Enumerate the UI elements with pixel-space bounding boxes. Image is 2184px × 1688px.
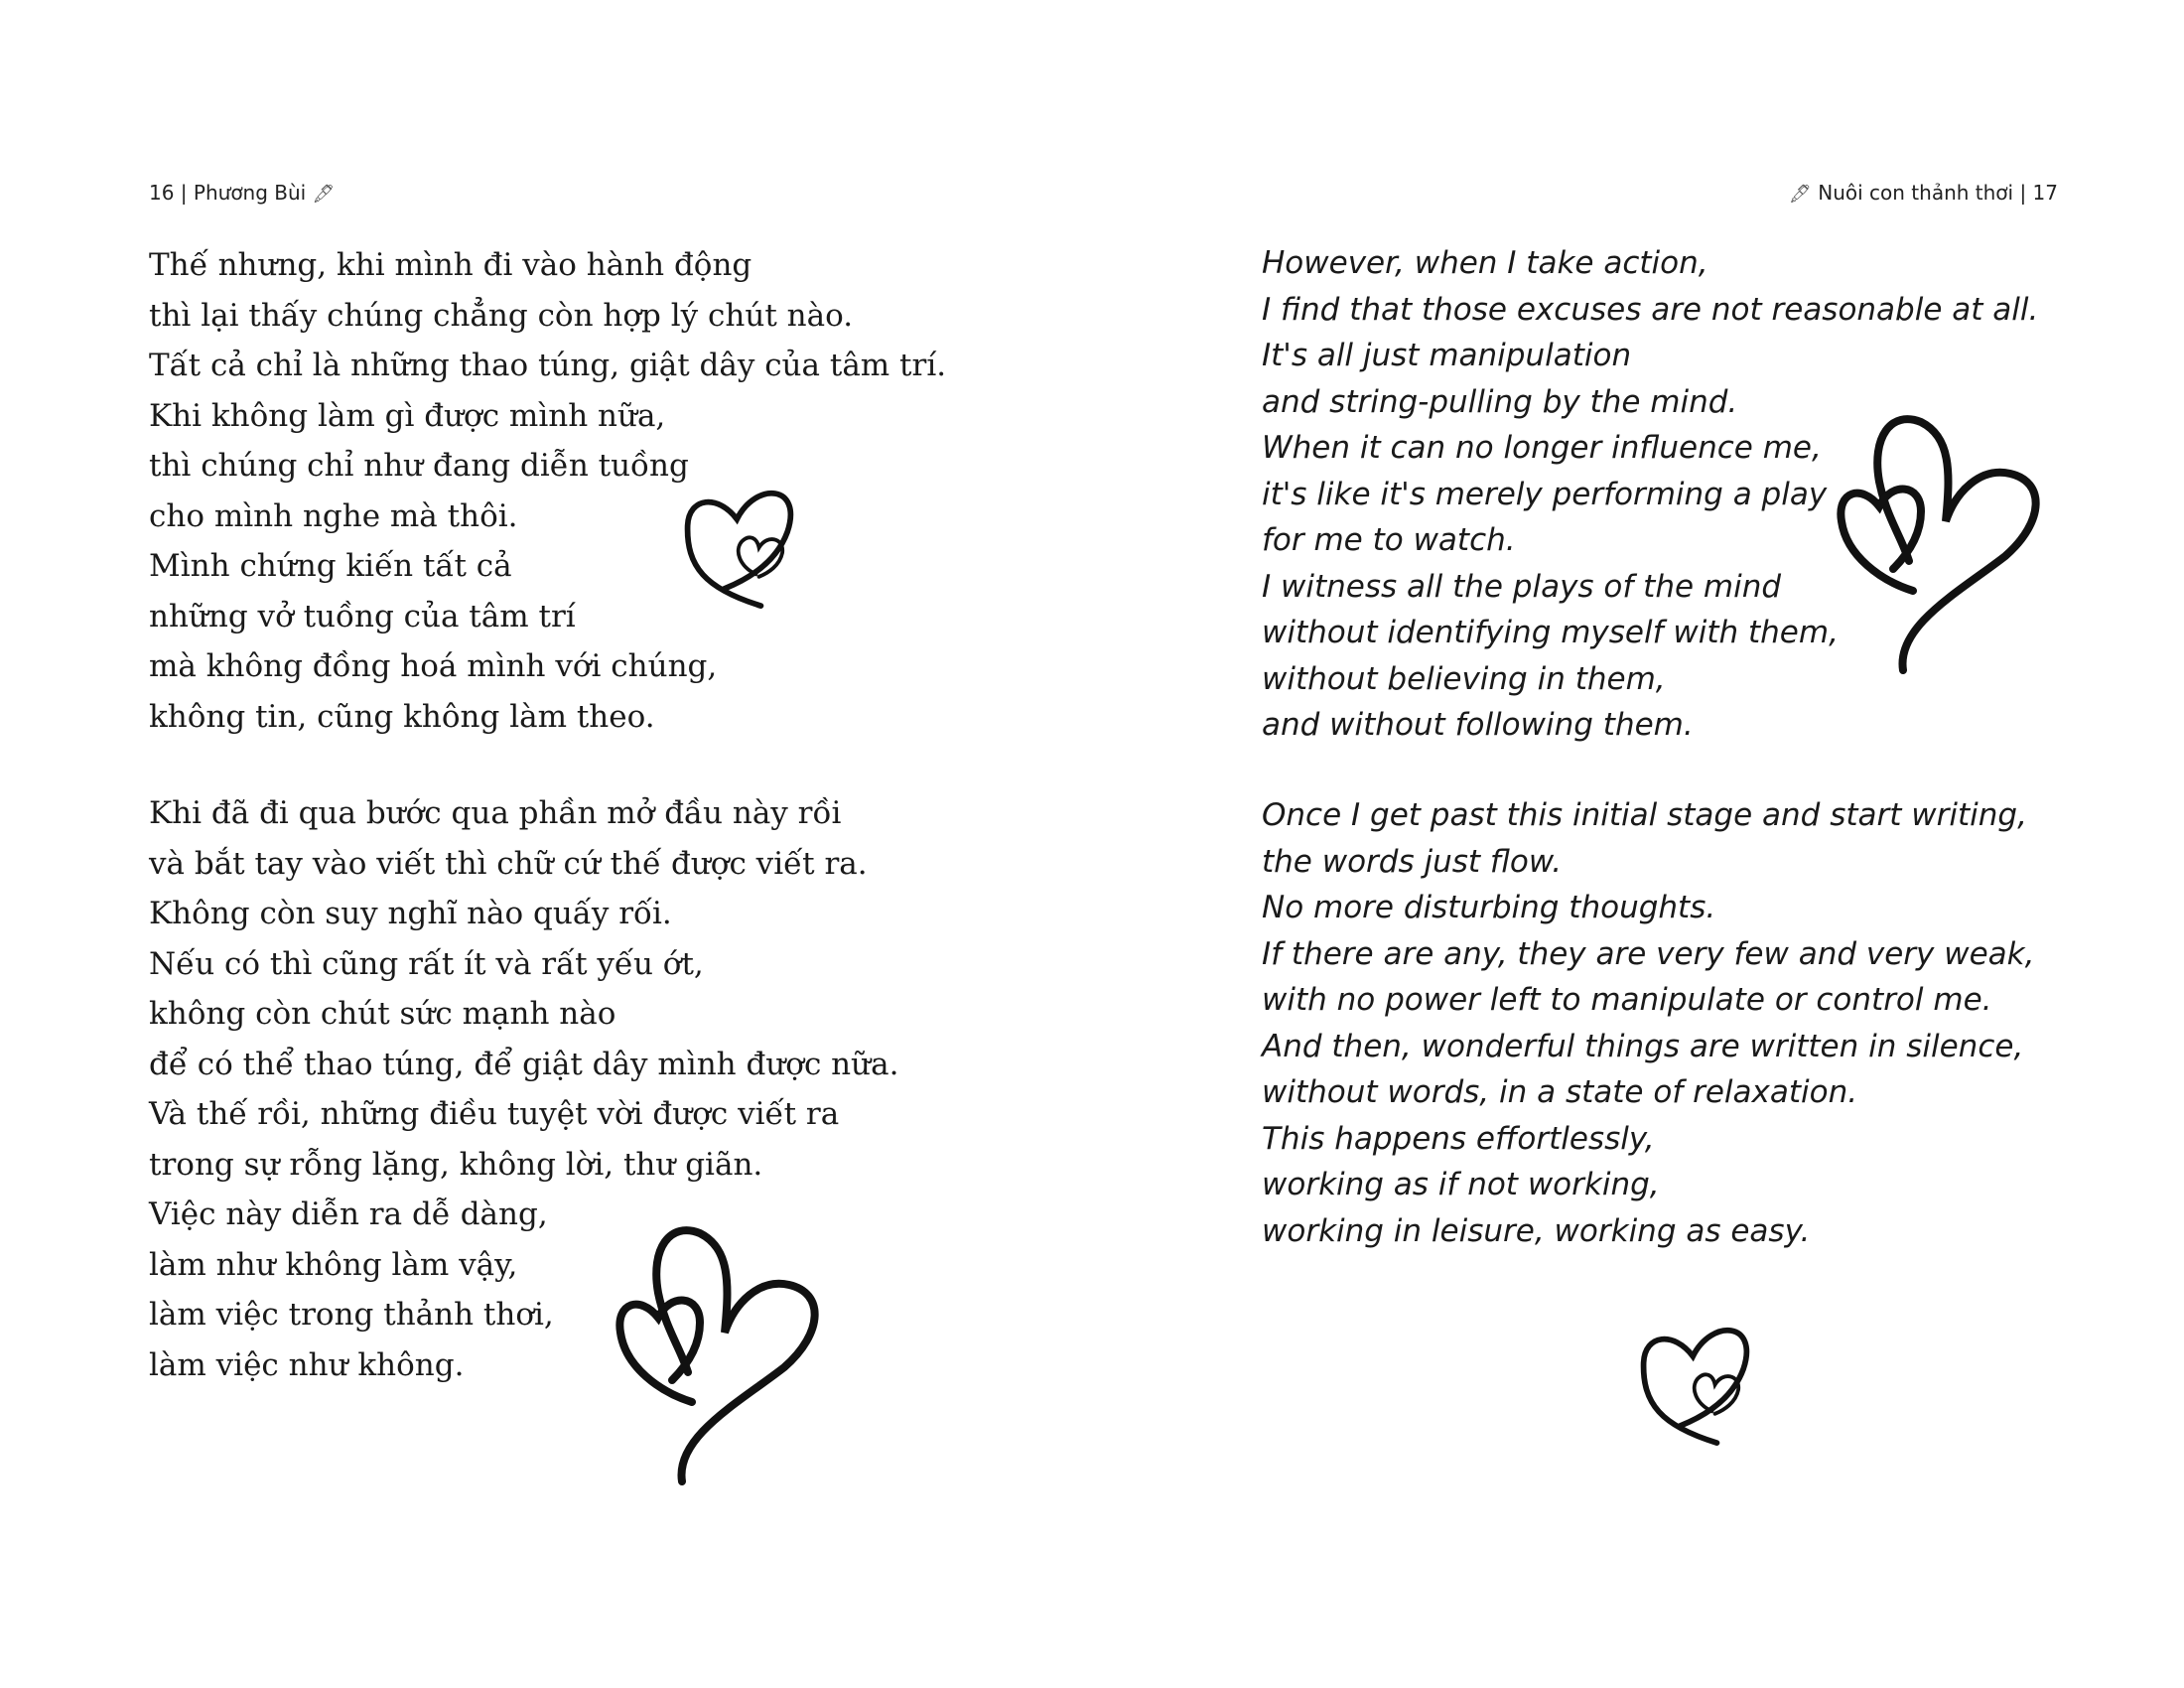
verse-line: I witness all the plays of the mind (1262, 568, 1782, 605)
verse-line: However, when I take action, (1262, 245, 1708, 281)
verse-line: để có thể thao túng, để giật dây mình được nữa. (149, 1046, 899, 1082)
verse-line: it's like it's merely performing a play (1262, 476, 1828, 512)
english-stanza-2 (1262, 792, 2034, 1254)
verse-line: Việc này diễn ra dễ dàng, (149, 1196, 548, 1232)
verse-line: without words, in a state of relaxation. (1262, 1074, 1858, 1110)
verse-line: trong sự rỗng lặng, không lời, thư giãn. (149, 1146, 763, 1183)
verse-line: làm như không làm vậy, (149, 1246, 518, 1283)
verse-line: thì chúng chỉ như đang diễn tuồng (149, 448, 689, 484)
verse-line: mà không đồng hoá mình với chúng, (149, 648, 718, 684)
verse-line: for me to watch. (1262, 522, 1516, 558)
verse-line: with no power left to manipulate or control me. (1262, 982, 1992, 1018)
quill-icon: 🖋︎ (312, 184, 336, 205)
verse-line: No more disturbing thoughts. (1262, 890, 1716, 925)
verse-line: without believing in them, (1262, 660, 1666, 697)
verse-line: This happens effortlessly, (1262, 1120, 1655, 1157)
verse-line: không tin, cũng không làm theo. (149, 698, 655, 735)
verse-line: Khi đã đi qua bước qua phần mở đầu này rồi (149, 795, 842, 831)
right-page-header-text: Nuôi con thảnh thơi | 17 (1818, 181, 2058, 205)
verse-line: làm việc như không. (149, 1346, 465, 1383)
double-heart-icon (1636, 1296, 1775, 1455)
verse-line: and without following them. (1262, 707, 1694, 743)
verse-line: Không còn suy nghĩ nào quấy rối. (149, 896, 672, 931)
verse-line: And then, wonderful things are written in silence, (1262, 1028, 2024, 1064)
verse-line: the words just flow. (1262, 843, 1563, 880)
verse-line: những vở tuồng của tâm trí (149, 598, 576, 634)
left-page-header (149, 181, 335, 205)
verse-line: I find that those excuses are not reasonable at all. (1262, 291, 2039, 328)
vietnamese-stanza-1 (149, 240, 946, 742)
verse-line: cho mình nghe mà thôi. (149, 497, 518, 534)
verse-line: Once I get past this initial stage and start writing, (1262, 797, 2027, 833)
verse-line: Tất cả chỉ là những thao túng, giật dây của tâm trí. (149, 348, 947, 383)
verse-line: working as if not working, (1262, 1167, 1660, 1202)
double-heart-icon (611, 1223, 839, 1491)
quill-icon: 🖋︎ (1789, 184, 1812, 205)
verse-line: Nếu có thì cũng rất ít và rất yếu ớt, (149, 945, 704, 982)
verse-line: thì lại thấy chúng chẳng còn hợp lý chút nào. (149, 297, 854, 334)
double-heart-icon (1832, 412, 2060, 680)
verse-line: When it can no longer influence me, (1262, 430, 1822, 466)
verse-line: Thế nhưng, khi mình đi vào hành động (149, 247, 752, 283)
verse-line: và bắt tay vào viết thì chữ cứ thế được viết ra. (149, 845, 868, 882)
verse-line: and string-pulling by the mind. (1262, 383, 1738, 420)
verse-line: Mình chứng kiến tất cả (149, 548, 512, 584)
verse-line: làm việc trong thảnh thơi, (149, 1297, 554, 1333)
verse-line: It's all just manipulation (1262, 338, 1632, 373)
verse-line: Khi không làm gì được mình nữa, (149, 397, 666, 434)
verse-line: working in leisure, working as easy. (1262, 1212, 1811, 1249)
verse-line: Và thế rồi, những điều tuyệt vời được viết ra (149, 1096, 840, 1132)
right-page-header (1789, 181, 2058, 205)
verse-line: If there are any, they are very few and very weak, (1262, 935, 2035, 972)
verse-line: không còn chút sức mạnh nào (149, 996, 616, 1032)
left-page-header-text: 16 | Phương Bùi (149, 181, 307, 205)
verse-line: without identifying myself with them, (1262, 615, 1839, 650)
double-heart-icon (680, 459, 819, 618)
